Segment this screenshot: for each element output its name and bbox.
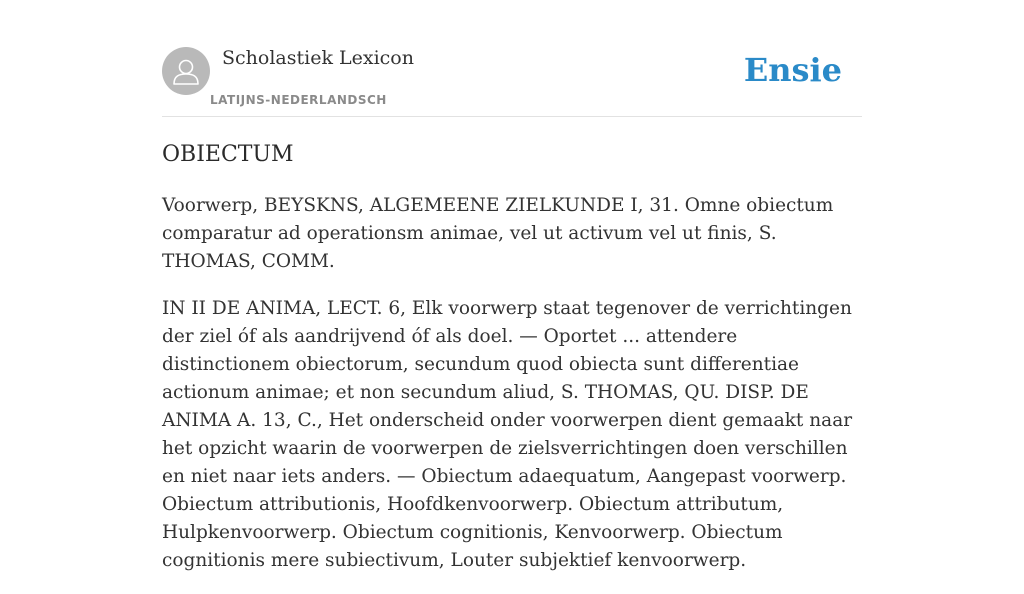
entry-title: OBIECTUM [162, 142, 294, 167]
entry-paragraph: Voorwerp, BEYSKNS, ALGEMEENE ZIELKUNDE I, 31. Omne obiectum comparatur ad operationsm animae, vel ut activum vel ut finis, S. THOMAS, COMM. [162, 195, 834, 272]
entry-content [162, 140, 862, 594]
brand-logo[interactable]: Ensie [743, 51, 842, 89]
entry-paragraph: IN II DE ANIMA, LECT. 6, Elk voorwerp staat tegenover de verrichtingen der ziel óf als aandrijvend óf als doel. — Oportet ... attendere distinctionem obiectorum, secundum quod obiecta sunt differentiae actionum animae; et non secundum aliud, S. THOMAS, QU. DISP. DE ANIMA A. 13, C., Het onderscheid onder voorwerpen dient gemaakt naar het opzicht waarin de voorwerpen de zielsverrichtingen doen verschillen en niet naar iets anders. — Obiectum adaequatum, Aangepast voorwerp. Obiectum attributionis, Hoofdkenvoorwerp. Obiectum attributum, Hulpkenvoorwerp. Obiectum cognitionis, Kenvoorwerp. Obiectum cognitionis mere subiectivum, Louter subjektief kenvoorwerp. [162, 298, 853, 571]
header [162, 46, 862, 117]
lexicon-title[interactable]: Scholastiek Lexicon [222, 47, 414, 69]
avatar[interactable] [162, 47, 210, 95]
lexicon-subtitle: LATIJNS-NEDERLANDSCH [210, 93, 387, 107]
user-icon [162, 47, 210, 95]
